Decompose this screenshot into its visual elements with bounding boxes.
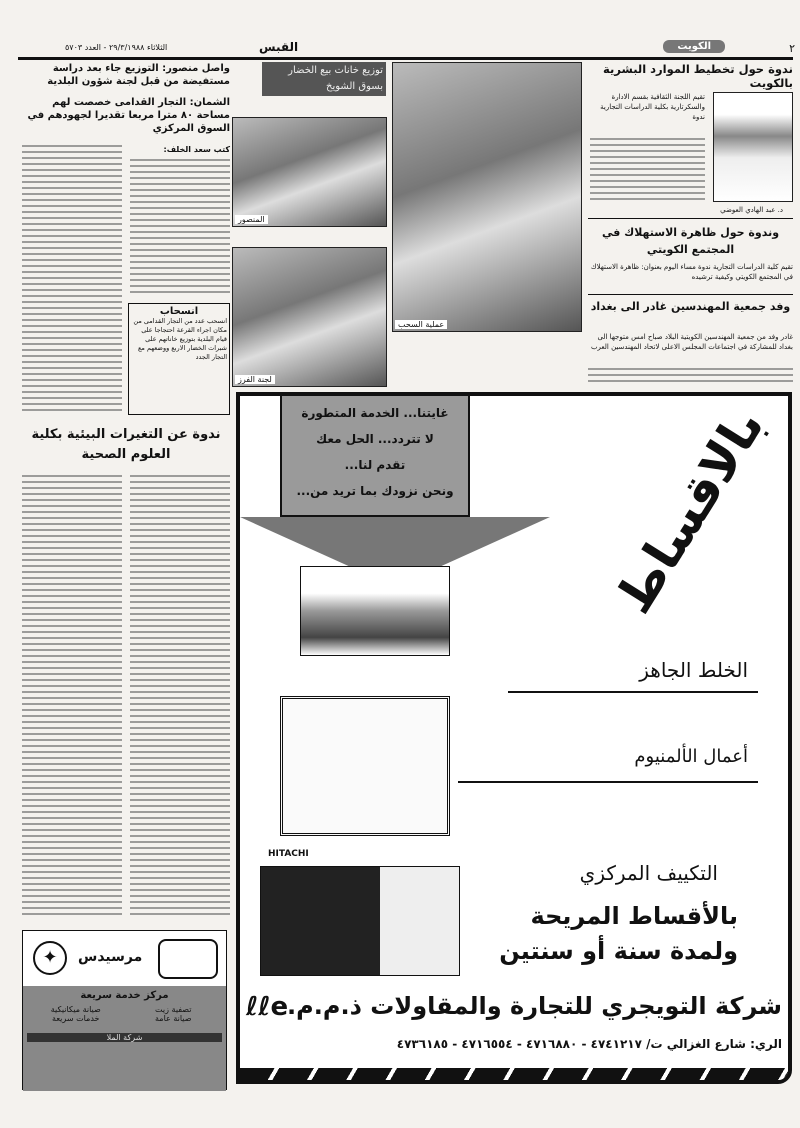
right-column (588, 62, 793, 387)
photo-committee: المنصور (232, 117, 387, 227)
dealer-name: شركة الملا (27, 1033, 222, 1042)
masthead: القبس (255, 40, 302, 54)
company-name: شركة التويجري للتجارة والمقاولات ذ.م.م. (287, 992, 782, 1020)
mixer-truck-image (300, 566, 450, 656)
mercedes-ad (22, 930, 227, 1090)
story3-text: غادر وفد من جمعية المهندسين الكويتية البلاد صباح امس متوجها الى بغداد للمشاركة في اجتماعات المجلس الاعلى لاتحاد المهندسين العرب (590, 333, 793, 351)
withdraw-title: انسحاب (159, 306, 199, 317)
left-columns (22, 145, 230, 925)
window-image (280, 696, 450, 836)
story-headline: ندوة حول تخطيط الموارد البشرية بالكويت (603, 62, 793, 90)
arrow-text: غايتنا... الخدمة المتطورة لا تتردد... الحل معك تقدم لنا... ونحن نزودك بما تريد من... (296, 406, 454, 498)
service-title: مركز خدمة سريعة (80, 990, 169, 1001)
photo-spread (232, 62, 582, 387)
main-headline: واصل منصور: التوزيع جاء بعد دراسة مستفيضة من قبل لجنة شؤون البلدية (47, 63, 230, 87)
terms-1: بالأقساط المريحة (530, 902, 738, 930)
service-item: صيانة عامة (155, 1014, 192, 1023)
story3-title: وفد جمعية المهندسين غادر الى بغداد (590, 300, 791, 313)
product-central-ac: التكييف المركزي (579, 861, 718, 885)
withdraw-text: انسحب عدد من التجار القدامى من مكان اجراء القرعة احتجاجا على قيام البلدية بتوزيع خاناتهم على شبرات الخضار الاربع ووضعهم مع التجار الجدد (133, 317, 227, 361)
company-logo: ℓℓe (246, 992, 289, 1022)
product-aluminium: أعمال الألمنيوم (634, 746, 748, 767)
withdraw-box (128, 303, 230, 415)
service-item: صيانة ميكانيكية (50, 1005, 101, 1014)
page-number: ٢ (789, 42, 795, 55)
hitachi-logo: HITACHI (268, 849, 309, 859)
byline: كتب سعد الخلف: (163, 145, 230, 154)
terms-2: ولمدة سنة أو سنتين (499, 937, 738, 965)
ac-unit-image (260, 866, 460, 976)
photo-caption: د. عبد الهادي العوضي (720, 206, 783, 214)
contact-line: الري: شارع الغزالي ت/ ٤٧٤١٢١٧ - ٤٧١٦٨٨٠ - ٤٧١٦٥٥٤ - ٤٧٣٦١٨٥ (396, 1037, 782, 1051)
big-installments-title: بالاقساط (604, 398, 776, 624)
section-badge: الكويت (663, 40, 725, 53)
brand-name: مرسيدس (78, 949, 143, 965)
main-subheadline: الشمان: التجار القدامى خصصت لهم مساحة ٨٠ مترا مربعا تقديرا لجهودهم في السوق المركزي (27, 97, 230, 134)
story2-text: تقيم كلية الدراسات التجارية ندوة مساء اليوم بعنوان: ظاهرة الاستهلاك في المجتمع الكويتي وكيفية ترشيده (590, 263, 793, 281)
environment-headline: ندوة عن التغيرات البيئية بكلية العلوم الصحية (31, 427, 221, 462)
photo-draw: عملية السحب (392, 62, 582, 332)
installments-ad (236, 392, 792, 1084)
product-ready-mix: الخلط الجاهز (639, 658, 748, 682)
story-lead: تقيم اللجنة الثقافية بقسم الادارة والسكرتارية بكلية الدراسات التجارية ندوة (600, 93, 705, 121)
header-rule (18, 57, 793, 60)
mercedes-star-icon: ✦ (33, 941, 67, 975)
service-item: تصفية زيت (155, 1005, 192, 1014)
portrait-photo (713, 92, 793, 202)
service-item: خدمات سريعة (52, 1014, 100, 1023)
photo-sorting: لجنة الفرز (232, 247, 387, 387)
photo-box-title: توزيع خانات بيع الخضار بسوق الشويخ (262, 62, 386, 96)
issue-date: الثلاثاء ٢٩/٣/١٩٨٨ - العدد ٥٧٠٣ (65, 43, 168, 52)
story2-title: وندوة حول ظاهرة الاستهلاك في المجتمع الكويتي (601, 226, 780, 256)
